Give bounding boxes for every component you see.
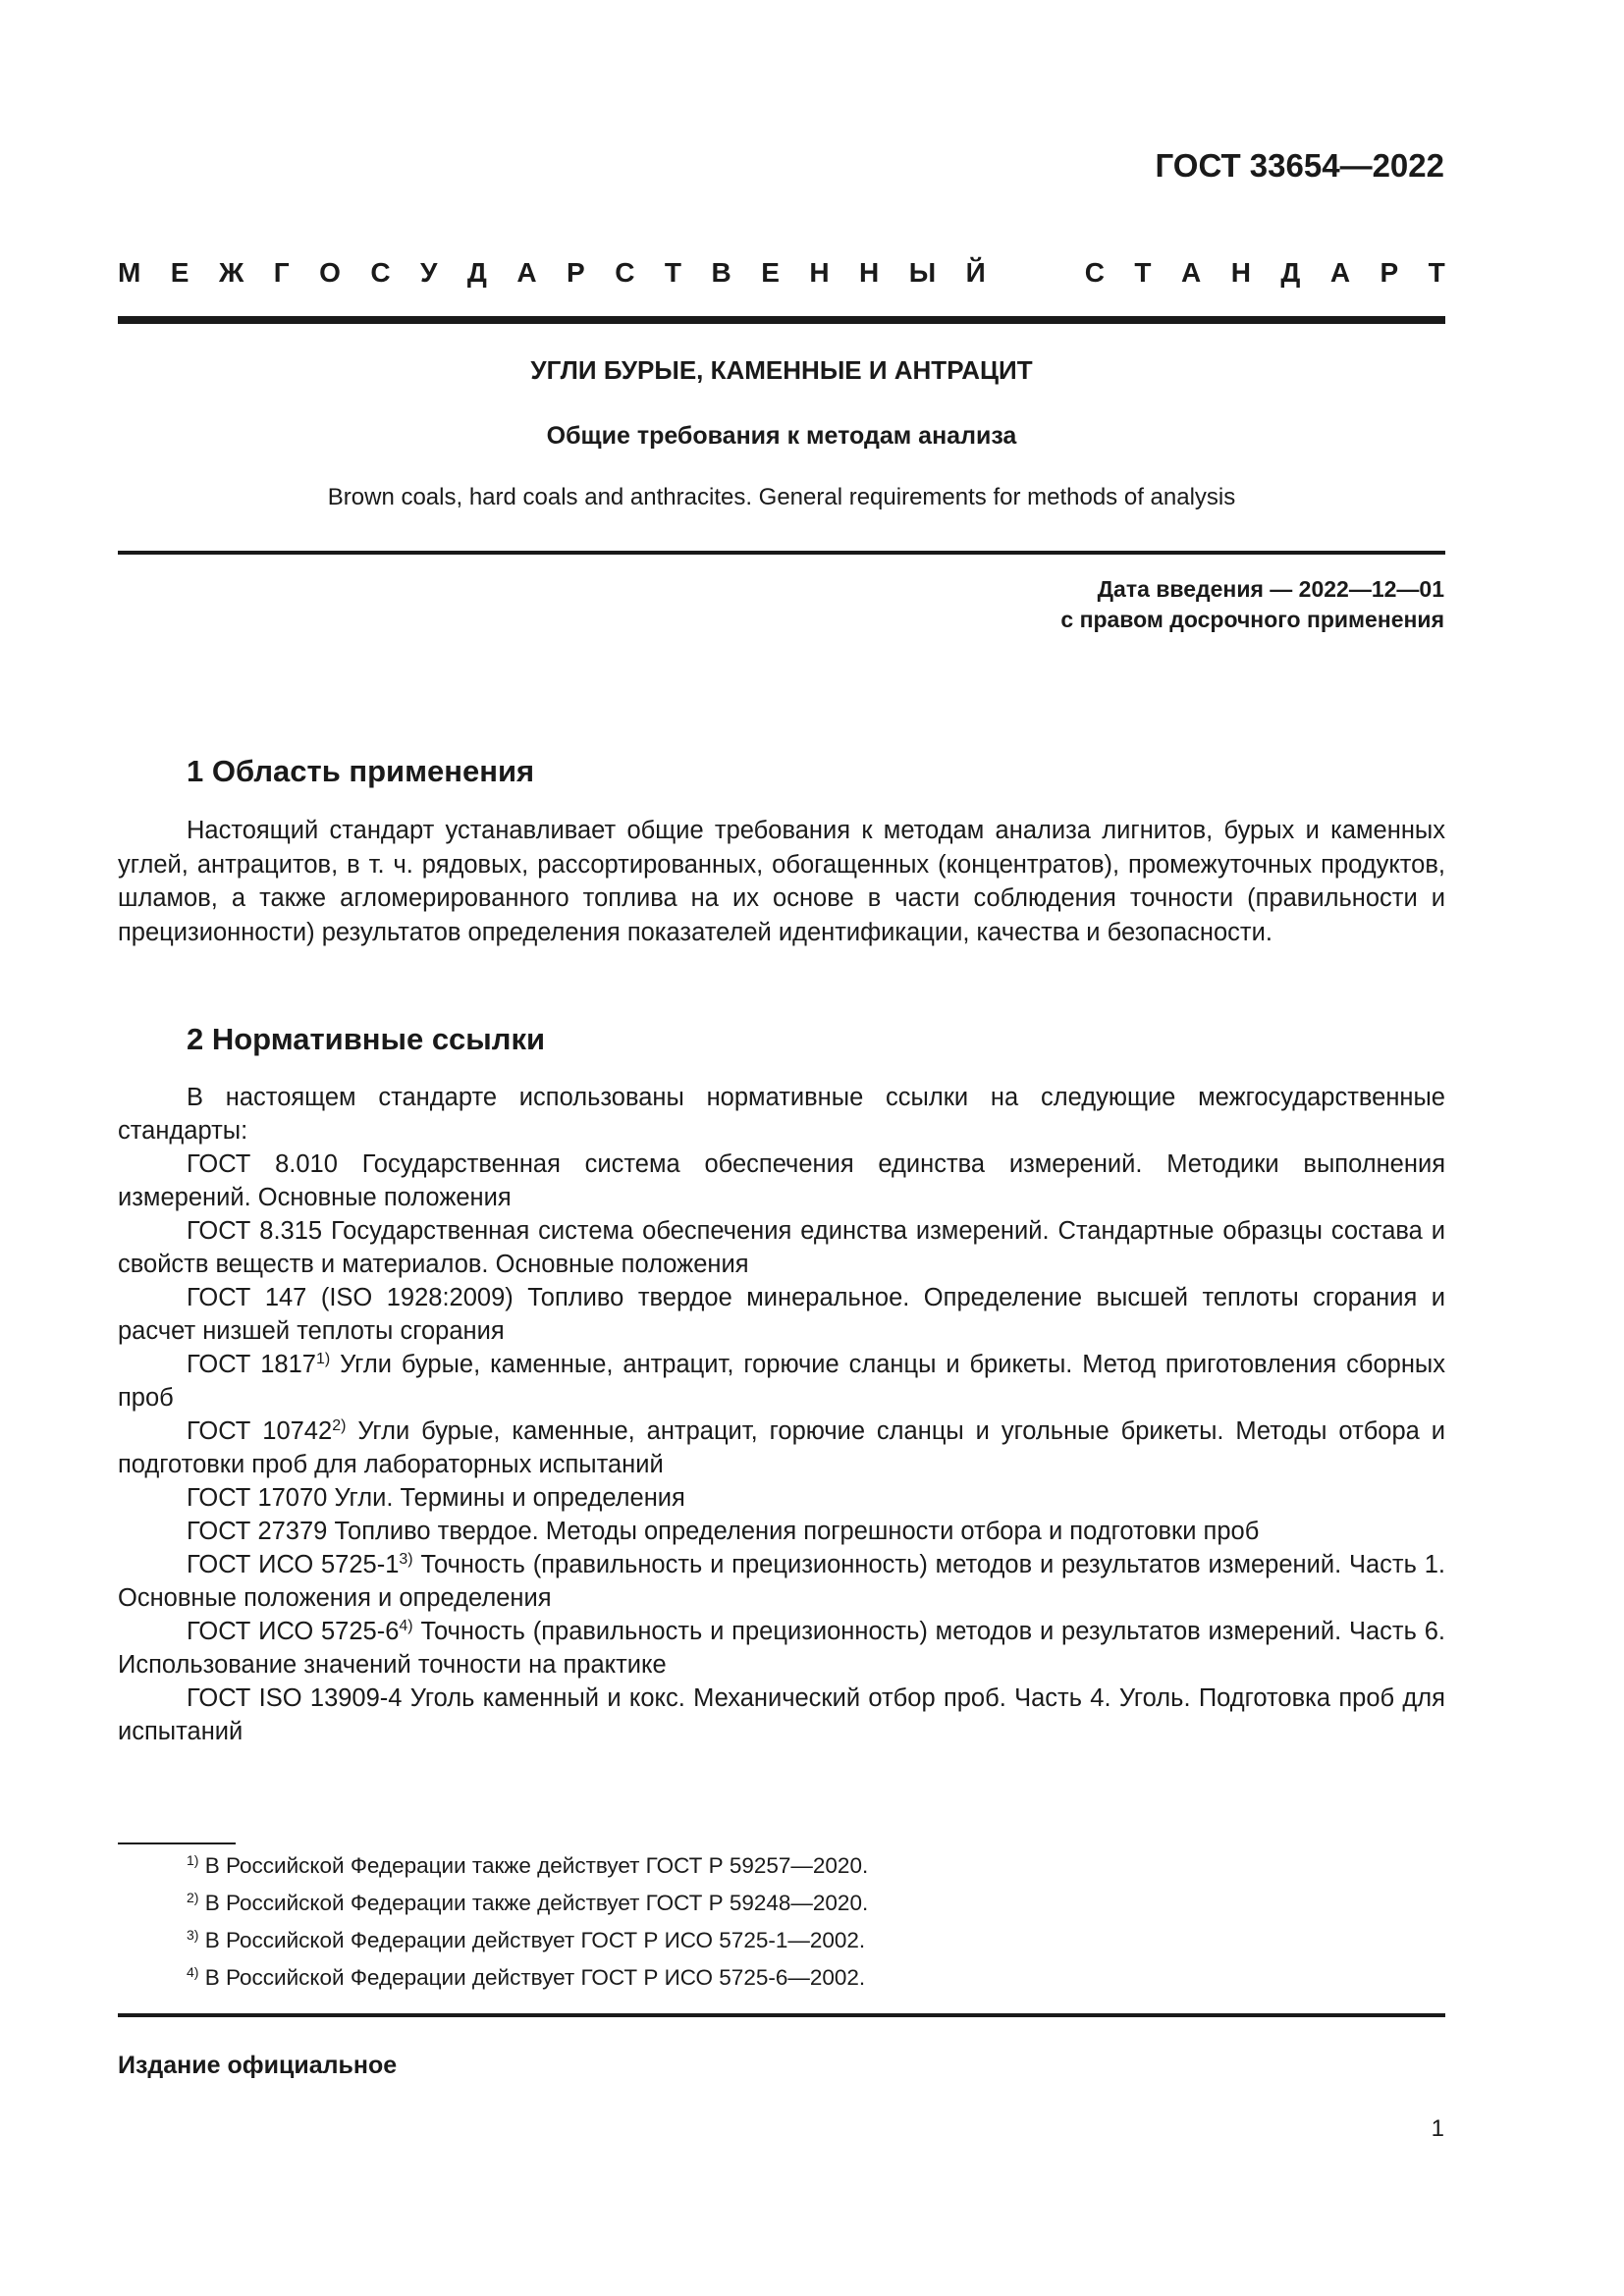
banner-letter: Р <box>1380 257 1399 288</box>
banner-letter: М <box>118 257 141 288</box>
reference-item <box>118 1415 1445 1481</box>
footnote-mark: 3) <box>399 1551 413 1568</box>
banner-letter: У <box>420 257 438 288</box>
footnote-mark: 2) <box>332 1417 347 1434</box>
footnote-item <box>187 1847 868 1885</box>
document-subtitle: Общие требования к методам анализа <box>546 422 1017 450</box>
banner-letter: Д <box>1280 257 1301 288</box>
introduction-date-line: Дата введения — 2022—12—01 <box>1097 576 1444 602</box>
footnote-text: В Российской Федерации также действует ГОСТ Р 59248—2020. <box>204 1891 869 1915</box>
reference-item <box>118 1548 1445 1615</box>
reference-item <box>118 1348 1445 1415</box>
footnote-text: В Российской Федерации действует ГОСТ Р ИСО 5725-1—2002. <box>204 1928 866 1952</box>
references-lead: В настоящем стандарте использованы нормативные ссылки на следующие межгосударственные стандарты: <box>118 1084 1445 1145</box>
reference-title: Точность (правильность и прецизионность) методов и результатов измерений. Часть 1. Основные положения и определения <box>118 1551 1445 1612</box>
banner-letter: Е <box>761 257 780 288</box>
footnote-number: 2) <box>187 1890 199 1905</box>
footnote-mark: 4) <box>399 1618 413 1634</box>
banner-letter: В <box>711 257 731 288</box>
footnote-text: В Российской Федерации также действует ГОСТ Р 59257—2020. <box>204 1853 869 1878</box>
reference-title: Точность (правильность и прецизионность) методов и результатов измерений. Часть 6. Использование значений точности на практике <box>118 1618 1445 1679</box>
footnote-item <box>187 1922 868 1959</box>
banner-letter: Н <box>1230 257 1251 288</box>
reference-item <box>118 1481 1445 1515</box>
reference-item <box>118 1281 1445 1348</box>
document-number: ГОСТ 33654—2022 <box>1155 147 1444 184</box>
banner-letter: Ы <box>908 257 937 288</box>
section-1-body <box>118 814 1445 949</box>
reference-title: Государственная система обеспечения единства измерений. Методики выполнения измерений. Основные положения <box>118 1150 1445 1211</box>
banner-letter: Г <box>273 257 290 288</box>
reference-item <box>118 1615 1445 1682</box>
footnote-mark: 1) <box>315 1351 331 1367</box>
reference-code: ГОСТ ИСО 5725-1 <box>187 1551 400 1578</box>
banner-letter: Н <box>859 257 880 288</box>
early-application-line: с правом досрочного применения <box>1060 607 1444 632</box>
footnote-number: 4) <box>187 1964 199 1980</box>
footnotes <box>187 1847 868 1997</box>
introduction-date <box>1060 574 1444 635</box>
footnote-separator <box>118 1842 236 1844</box>
reference-item <box>118 1515 1445 1548</box>
reference-code: ГОСТ 8.010 <box>187 1150 338 1178</box>
footnote-text: В Российской Федерации действует ГОСТ Р ИСО 5725-6—2002. <box>204 1965 866 1990</box>
banner-letter: Ж <box>218 257 244 288</box>
section-2-heading: 2 Нормативные ссылки <box>187 1022 546 1056</box>
reference-item <box>118 1682 1445 1748</box>
reference-code: ГОСТ ИСО 5725-6 <box>187 1618 400 1645</box>
banner-letter: А <box>1180 257 1202 288</box>
banner-letter: О <box>319 257 341 288</box>
banner-letter: Е <box>170 257 189 288</box>
banner-letter: Й <box>965 257 986 288</box>
banner-letter: С <box>370 257 391 288</box>
reference-title: Государственная система обеспечения единства измерений. Стандартные образцы состава и свойств веществ и материалов. Основные положения <box>118 1217 1445 1278</box>
reference-item <box>118 1214 1445 1281</box>
reference-title: Угли. Термины и определения <box>334 1484 685 1512</box>
banner-letter: Т <box>1428 257 1445 288</box>
reference-code: ГОСТ 27379 <box>187 1518 328 1545</box>
normative-references <box>118 1081 1445 1748</box>
reference-code: ГОСТ 8.315 <box>187 1217 323 1245</box>
reference-code: ГОСТ ISO 13909-4 <box>187 1684 403 1712</box>
banner-letter: Т <box>1134 257 1152 288</box>
banner-letter: Д <box>466 257 487 288</box>
banner-letter: А <box>516 257 537 288</box>
official-edition-label: Издание официальное <box>118 2052 398 2079</box>
reference-title: Топливо твердое. Методы определения погрешности отбора и подготовки проб <box>334 1518 1260 1545</box>
banner-letter: С <box>615 257 635 288</box>
banner-letter: Р <box>567 257 585 288</box>
footnote-item <box>187 1885 868 1922</box>
section-1-heading: 1 Область применения <box>187 754 535 788</box>
reference-code: ГОСТ 10742 <box>187 1417 333 1445</box>
title-rule <box>118 551 1445 555</box>
reference-item <box>118 1148 1445 1214</box>
reference-code: ГОСТ 147 (ISO 1928:2009) <box>187 1284 514 1311</box>
footnote-number: 3) <box>187 1927 199 1943</box>
reference-title: Угли бурые, каменные, антрацит, горючие сланцы и угольные брикеты. Методы отбора и подготовки проб для лабораторных испытаний <box>118 1417 1446 1478</box>
banner-letter: Т <box>664 257 682 288</box>
reference-title: Топливо твердое минеральное. Определение высшей теплоты сгорания и расчет низшей теплоты сгорания <box>118 1284 1445 1345</box>
english-title: Brown coals, hard coals and anthracites. General requirements for methods of analysis <box>327 484 1236 510</box>
reference-code: ГОСТ 17070 <box>187 1484 328 1512</box>
footnote-number: 1) <box>187 1852 199 1868</box>
standard-banner <box>118 253 1445 293</box>
reference-code: ГОСТ 1817 <box>187 1351 316 1378</box>
footnote-item <box>187 1959 868 1997</box>
section-1-paragraph: Настоящий стандарт устанавливает общие требования к методам анализа лигнитов, бурых и каменных углей, антрацитов, в т. ч. рядовых, рассортированных, обогащенных (концентратов), промежуточных продуктов, шламов, а также агломерированного топлива на их основе в части соблюдения точности (правильности и прецизионности) результатов определения показателей идентификации, качества и безопасности. <box>118 817 1445 946</box>
document-title: УГЛИ БУРЫЕ, КАМЕННЫЕ И АНТРАЦИТ <box>530 355 1033 385</box>
header-rule <box>118 316 1445 324</box>
reference-title: Уголь каменный и кокс. Механический отбор проб. Часть 4. Уголь. Подготовка проб для испытаний <box>118 1684 1445 1745</box>
page-number: 1 <box>1431 2115 1444 2142</box>
banner-letter: А <box>1329 257 1351 288</box>
reference-title: Угли бурые, каменные, антрацит, горючие сланцы и брикеты. Метод приготовления сборных проб <box>118 1351 1445 1412</box>
footer-rule <box>118 2013 1445 2017</box>
banner-letter: С <box>1084 257 1105 288</box>
banner-letter: Н <box>809 257 830 288</box>
